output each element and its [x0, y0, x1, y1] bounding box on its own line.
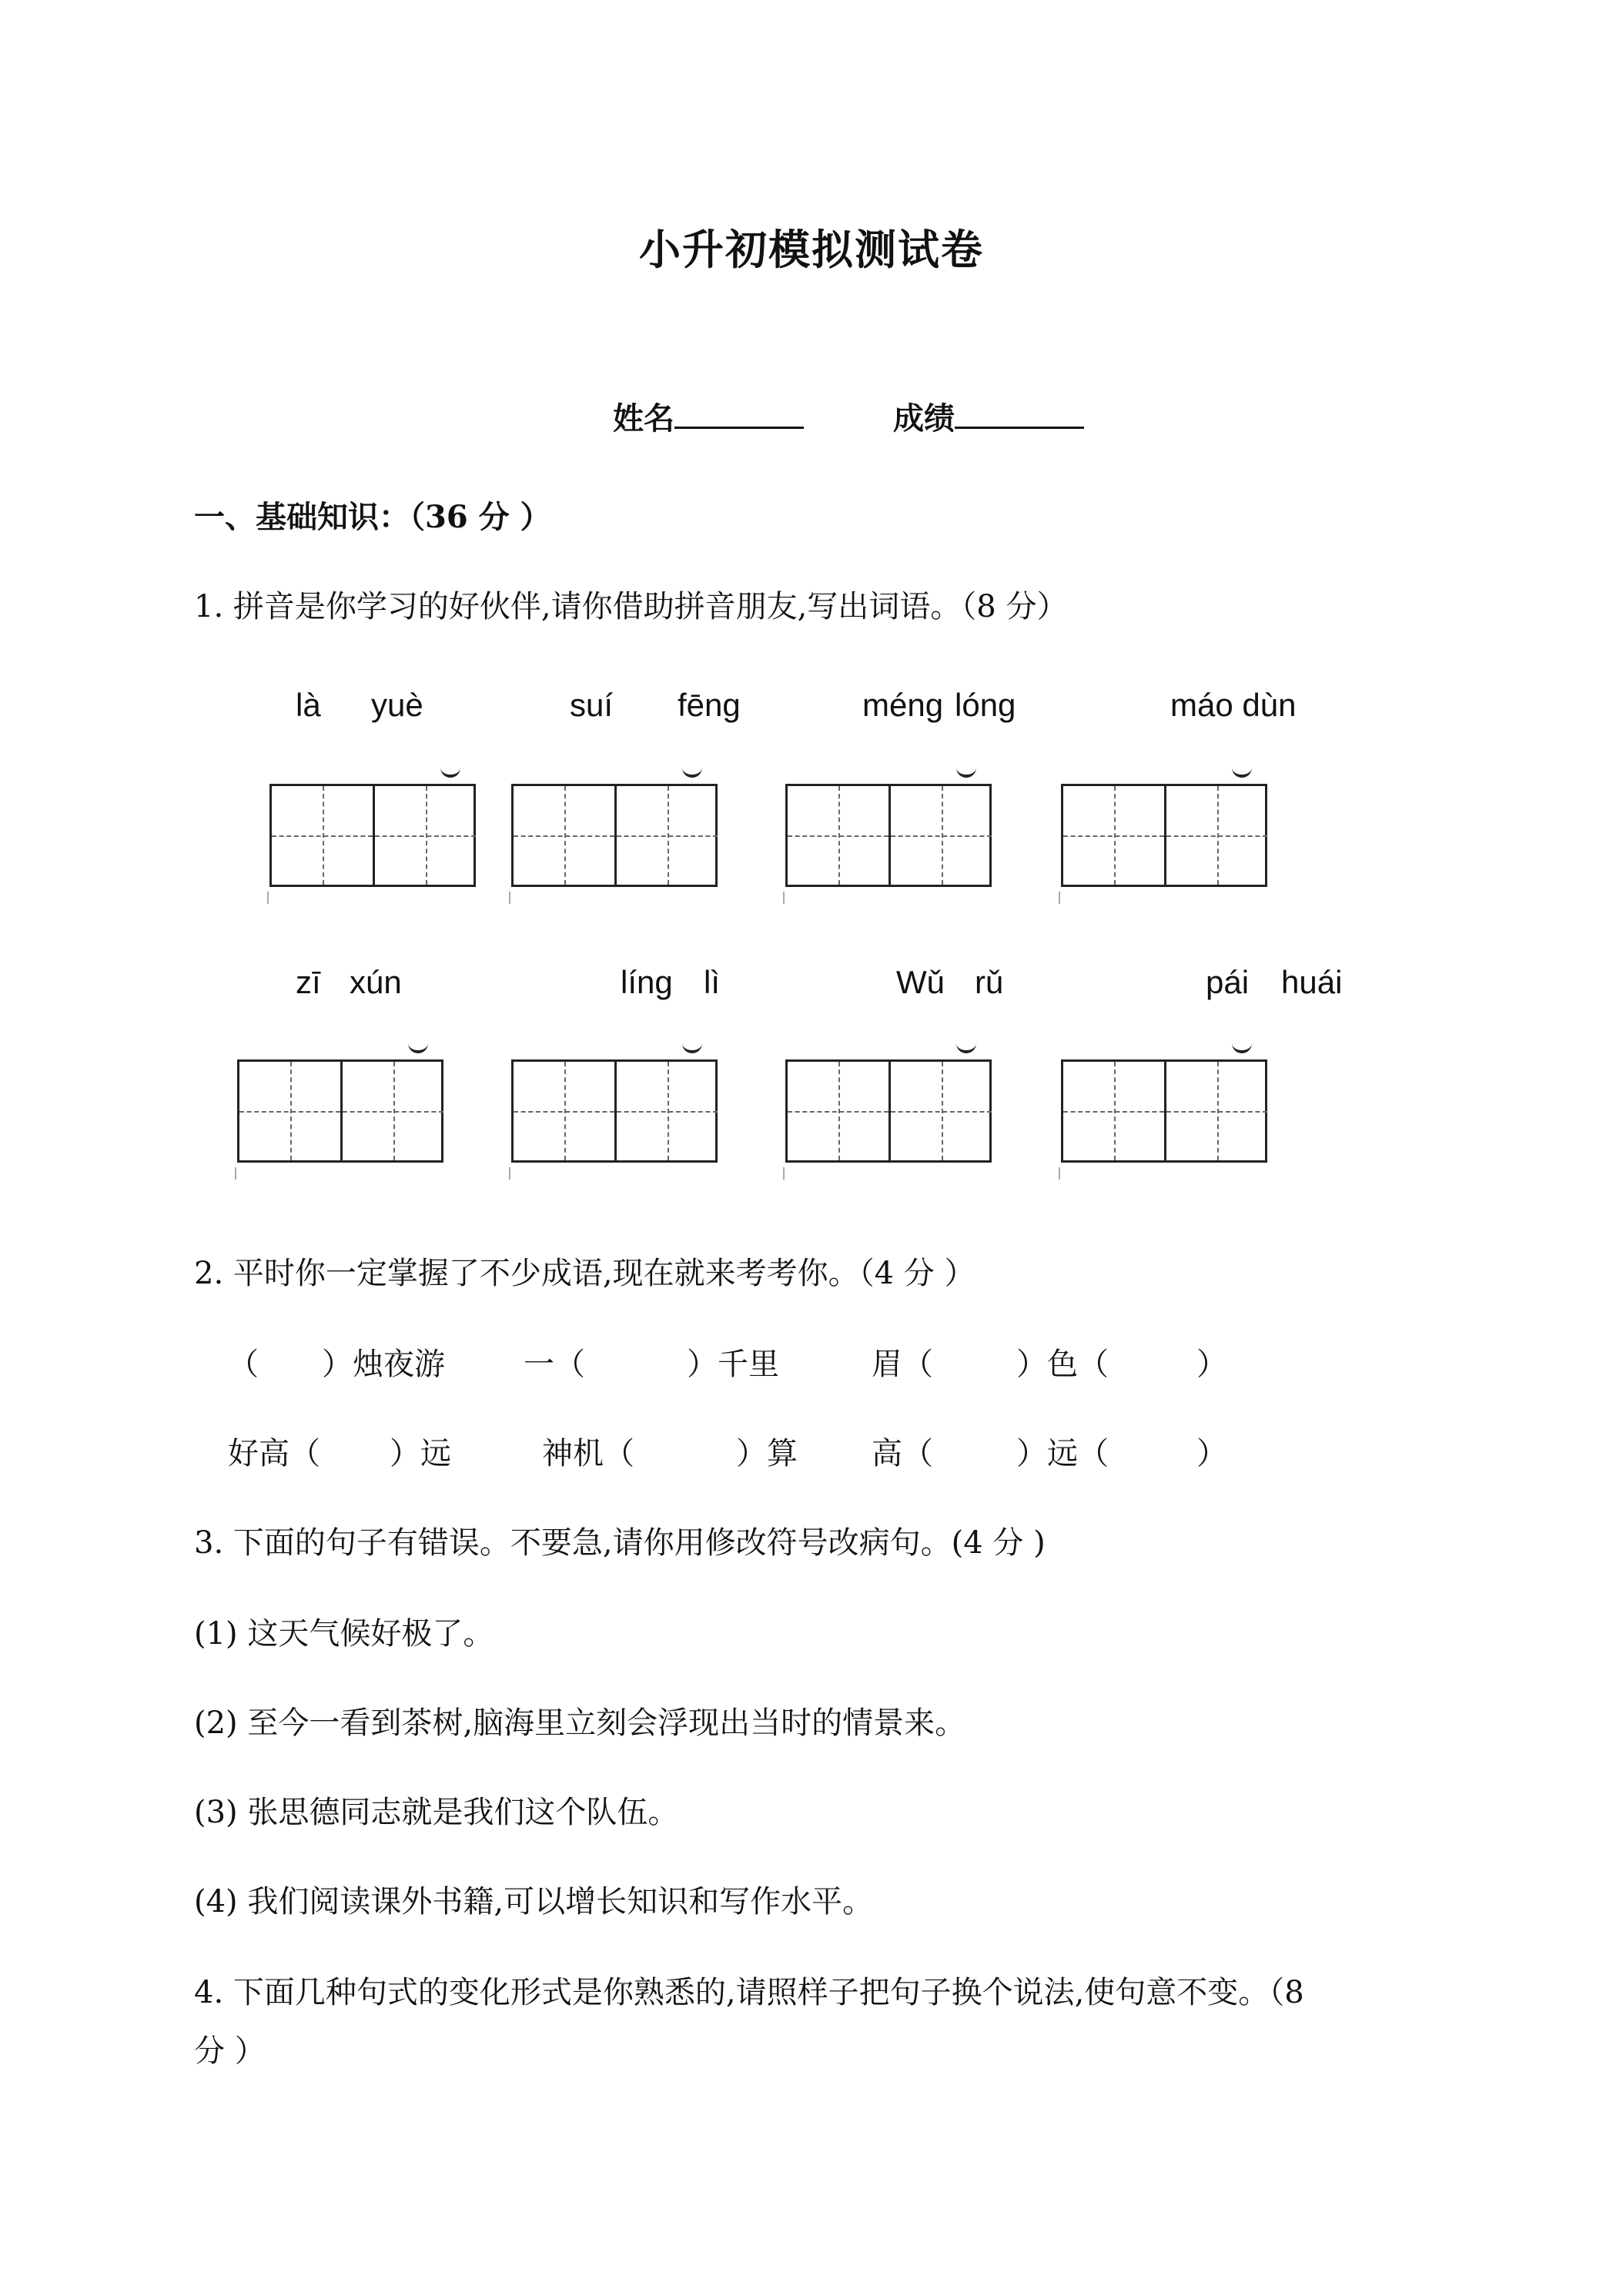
sentence-item: (1) 这天气候好极了。	[194, 1616, 494, 1652]
question-3: 3. 下面的句子有错误。不要急,请你用修改符号改病句。(4 分 )	[194, 1525, 1046, 1561]
pinyin: rǔ	[975, 964, 1004, 1000]
pinyin: fēng	[678, 687, 741, 723]
tick-mark	[956, 767, 976, 778]
pinyin: líng	[621, 964, 673, 1000]
pinyin: Wǔ	[896, 964, 945, 1000]
tick-mark	[1232, 767, 1252, 778]
question-1: 1. 拼音是你学习的好伙伴,请你借助拼音朋友,写出词语。（8 分）	[194, 589, 1068, 624]
pinyin: méng	[862, 687, 944, 723]
tick-mark	[1232, 1043, 1252, 1053]
margin-mark	[267, 892, 271, 904]
idiom-part: ）	[1196, 1347, 1227, 1382]
question-4-continued: 分 ）	[194, 2033, 266, 2069]
tick-mark	[682, 1043, 702, 1053]
sentence-item: (2) 至今一看到茶树,脑海里立刻会浮现出当时的情景来。	[194, 1705, 966, 1741]
idiom-part: 高（	[872, 1436, 933, 1471]
idiom-part: （	[228, 1347, 259, 1382]
writing-grid[interactable]	[269, 784, 476, 887]
sentence-item: (3) 张思德同志就是我们这个队伍。	[194, 1795, 679, 1830]
score-blank[interactable]	[955, 397, 1084, 429]
pinyin: là	[296, 687, 321, 723]
idiom-part: 神机（	[542, 1436, 634, 1471]
idiom-part: ）远	[390, 1436, 451, 1471]
pinyin: lì	[704, 964, 720, 1000]
score-label: 成绩	[893, 401, 955, 437]
pinyin: pái	[1206, 964, 1250, 1000]
name-field[interactable]	[613, 394, 804, 438]
idiom-part: ）算	[736, 1436, 798, 1471]
margin-mark	[235, 1167, 239, 1180]
pinyin: máo dùn	[1170, 687, 1297, 723]
writing-grid[interactable]	[1061, 784, 1267, 887]
idiom-part: 一（	[524, 1347, 585, 1382]
margin-mark	[1059, 892, 1062, 904]
idiom-part: ）	[1196, 1436, 1227, 1471]
name-label: 姓名	[613, 401, 674, 437]
pinyin: yuè	[371, 687, 423, 723]
idiom-part: 眉（	[872, 1347, 933, 1382]
sentence-item: (4) 我们阅读课外书籍,可以增长知识和写作水平。	[194, 1884, 874, 1919]
writing-grid[interactable]	[511, 784, 718, 887]
writing-grid[interactable]	[1061, 1059, 1267, 1163]
pinyin: xún	[350, 964, 402, 1000]
question-2: 2. 平时你一定掌握了不少成语,现在就来考考你。（4 分 ）	[194, 1256, 975, 1291]
score-field[interactable]	[893, 394, 1084, 438]
writing-grid[interactable]	[237, 1059, 443, 1163]
idiom-part: ）色（	[1016, 1347, 1109, 1382]
idiom-part: ）远（	[1016, 1436, 1109, 1471]
margin-mark	[783, 892, 787, 904]
margin-mark	[1059, 1167, 1062, 1180]
idiom-part: ）烛夜游	[322, 1347, 445, 1382]
idiom-part: 好高（	[228, 1436, 320, 1471]
pinyin: zī	[296, 964, 321, 1000]
tick-mark	[408, 1043, 428, 1053]
question-4: 4. 下面几种句式的变化形式是你熟悉的,请照样子把句子换个说法,使句意不变。（8	[194, 1975, 1304, 2010]
writing-grid[interactable]	[511, 1059, 718, 1163]
pinyin: huái	[1281, 964, 1343, 1000]
writing-grid[interactable]	[785, 1059, 992, 1163]
section-heading-basic: 一、基础知识：（36 分 ）	[194, 499, 551, 535]
pinyin: suí	[570, 687, 614, 723]
margin-mark	[783, 1167, 787, 1180]
margin-mark	[509, 1167, 513, 1180]
tick-mark	[956, 1043, 976, 1053]
pinyin: lóng	[955, 687, 1016, 723]
tick-mark	[440, 767, 460, 778]
writing-grid[interactable]	[785, 784, 992, 887]
margin-mark	[509, 892, 513, 904]
page-title: 小升初模拟测试卷	[639, 226, 984, 274]
name-blank[interactable]	[674, 397, 804, 429]
idiom-part: ）千里	[687, 1347, 779, 1382]
tick-mark	[682, 767, 702, 778]
